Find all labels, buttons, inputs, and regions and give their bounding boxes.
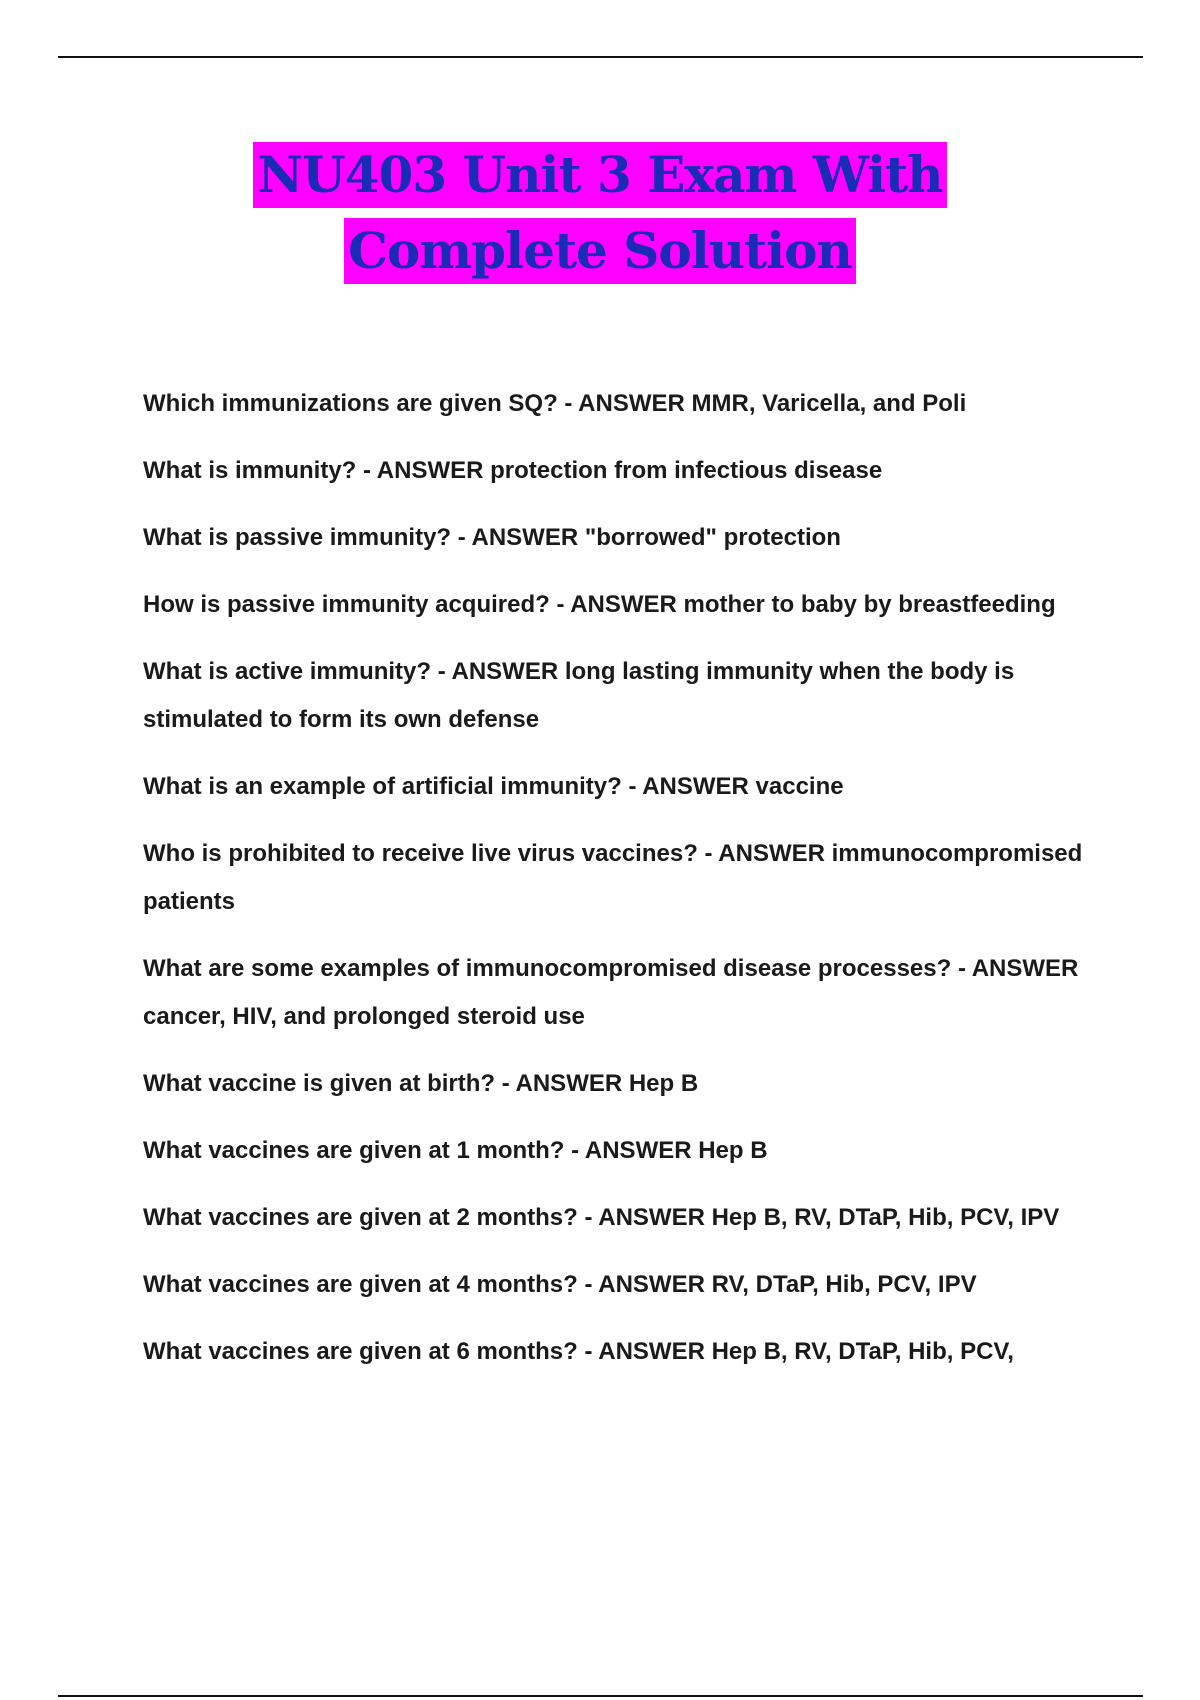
qa-item: What vaccines are given at 1 month? - ANSWER Hep B — [143, 1137, 768, 1164]
qa-item: What are some examples of immunocompromised disease processes? - ANSWER cancer, HIV, and prolonged steroid use — [143, 955, 1079, 1030]
qa-item: What vaccines are given at 6 months? - ANSWER Hep B, RV, DTaP, Hib, PCV, — [143, 1338, 1014, 1365]
qa-item: Who is prohibited to receive live virus vaccines? - ANSWER immunocompromised patients — [143, 840, 1083, 915]
qa-item: What vaccines are given at 4 months? - ANSWER RV, DTaP, Hib, PCV, IPV — [143, 1271, 977, 1298]
qa-item: What is passive immunity? - ANSWER "borrowed" protection — [143, 524, 841, 551]
bottom-rule — [58, 1695, 1143, 1697]
qa-item: What vaccine is given at birth? - ANSWER Hep B — [143, 1070, 699, 1097]
qa-item: What is an example of artificial immunity? - ANSWER vaccine — [143, 773, 844, 800]
title-line-1: NU403 Unit 3 Exam With — [253, 142, 946, 208]
title-line-2: Complete Solution — [344, 218, 856, 284]
qa-item: Which immunizations are given SQ? - ANSWER MMR, Varicella, and Poli — [143, 390, 967, 417]
qa-item: What is immunity? - ANSWER protection from infectious disease — [143, 457, 883, 484]
qa-item: What vaccines are given at 2 months? - ANSWER Hep B, RV, DTaP, Hib, PCV, IPV — [143, 1204, 1060, 1231]
qa-item: How is passive immunity acquired? - ANSWER mother to baby by breastfeeding — [143, 591, 1056, 618]
qa-list — [143, 380, 1093, 1395]
qa-item: What is active immunity? - ANSWER long lasting immunity when the body is stimulated to form its own defense — [143, 658, 1015, 733]
document-title — [0, 142, 1200, 294]
top-rule — [58, 56, 1143, 58]
